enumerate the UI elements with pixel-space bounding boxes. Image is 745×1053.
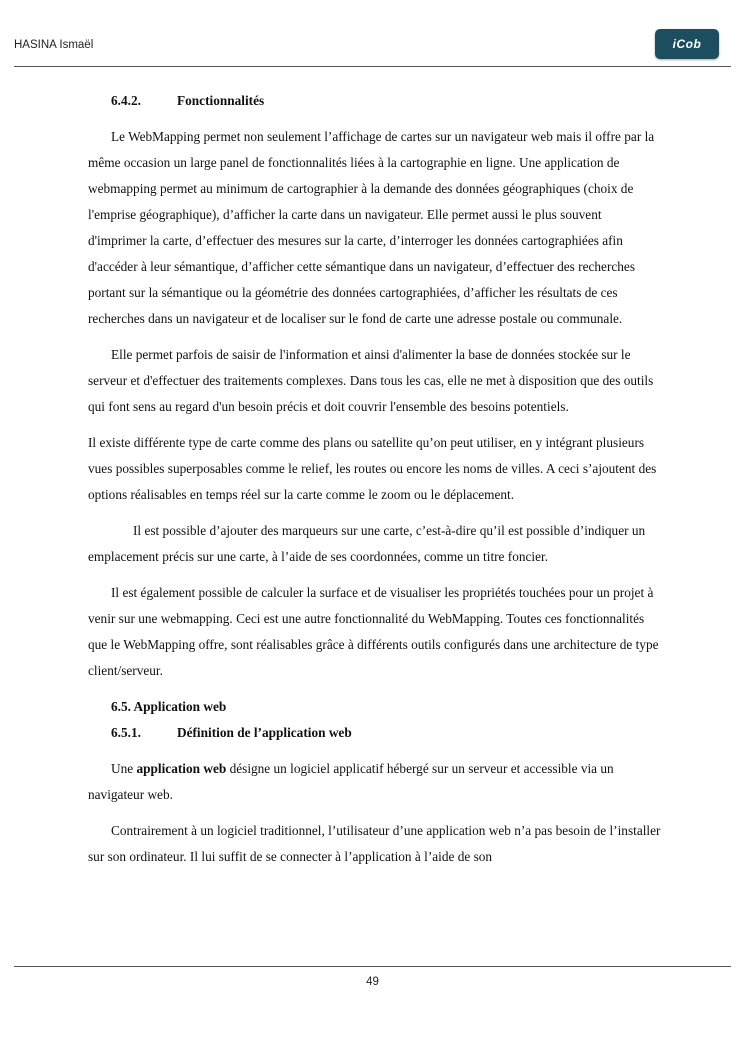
section-title: Définition de l’application web [177, 725, 352, 740]
section-number: 6.5.1. [111, 725, 141, 740]
paragraph: Il est possible d’ajouter des marqueurs sur une carte, c’est-à-dire qu’il est possible d’indiquer un emplacement précis sur une carte, à l’aide de ses coordonnées, comme un titre foncier. [88, 523, 646, 564]
text-run: désigne un logiciel applicatif hébergé sur un serveur et accessible via un navigateur web. [88, 761, 614, 802]
text-run: Une [111, 761, 137, 776]
section-number: 6.4.2. [111, 93, 141, 108]
section-heading-6-5 [88, 694, 663, 720]
paragraph: Il existe différente type de carte comme des plans ou satellite qu’on peut utiliser, en y intégrant plusieurs vues possibles superposables comme le relief, les routes ou encore les noms de villes. A ceci s’ajoutent des options réalisables en temps réel sur la carte comme le zoom ou le déplacement. [88, 435, 657, 502]
page-body [88, 88, 663, 880]
footer-divider [14, 966, 731, 967]
paragraph-definition [88, 756, 663, 808]
header-author: HASINA Ismaël [14, 39, 94, 51]
paragraph: Elle permet parfois de saisir de l'information et ainsi d'alimenter la base de données stockée sur le serveur et d'effectuer des traitements complexes. Dans tous les cas, elle ne met à disposition que des outils qui font sens au regard d'un besoin précis et doit couvrir l'ensemble des besoins potentiels. [88, 347, 654, 414]
section-heading-6-5-1 [88, 720, 663, 746]
section-title: Fonctionnalités [177, 93, 265, 108]
section-heading-6-4-2 [88, 88, 663, 114]
paragraph: Le WebMapping permet non seulement l’affichage de cartes sur un navigateur web mais il offre par la même occasion un large panel de fonctionnalités liées à la cartographie en ligne. Une application de webmapping permet au minimum de cartographier à la demande des données géographiques (choix de l'emprise géographique), d’afficher la carte dans un navigateur. Elle permet aussi le plus souvent d'imprimer la carte, d’effectuer des mesures sur la carte, d’interroger les données cartographiées afin d'accéder à leur sémantique, d’afficher cette sémantique dans un navigateur, d’effectuer des recherches portant sur la sémantique ou la géométrie des données cartographiées, d’afficher les résultats de ces recherches dans un navigateur et de localiser sur le fond de carte une adresse postale ou communale. [88, 129, 655, 326]
section-title: 6.5. Application web [111, 699, 227, 714]
logo [655, 29, 719, 59]
header-divider [14, 66, 731, 67]
paragraph: Contrairement à un logiciel traditionnel, l’utilisateur d’une application web n’a pas besoin de l’installer sur son ordinateur. Il lui suffit de se connecter à l’application à l’aide de son [88, 823, 661, 864]
page-number: 49 [366, 976, 379, 988]
paragraph: Il est également possible de calculer la surface et de visualiser les propriétés touchées pour un projet à venir sur une webmapping. Ceci est une autre fonctionnalité du WebMapping. Toutes ces fonctionnalités que le WebMapping offre, sont réalisables grâce à différents outils configurés dans une architecture de type client/serveur. [88, 585, 659, 678]
logo-text: iCob [672, 37, 702, 51]
bold-term: application web [136, 761, 227, 776]
